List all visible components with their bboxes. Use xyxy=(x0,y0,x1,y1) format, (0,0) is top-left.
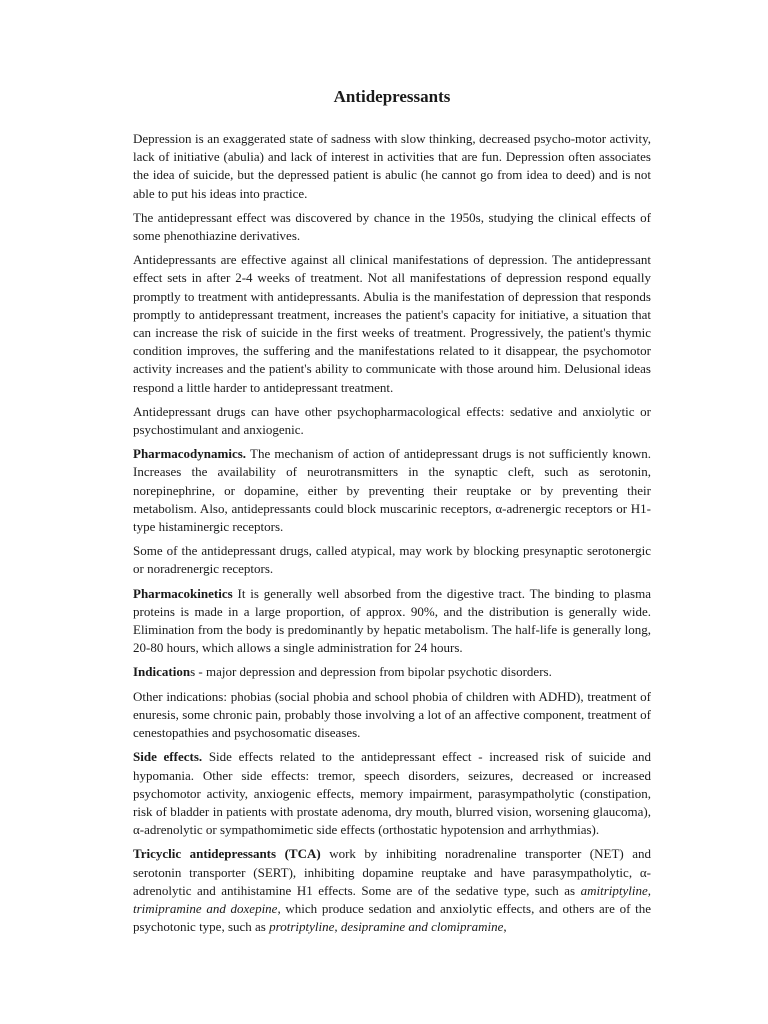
paragraph-text: work by inhibiting noradrenaline transporter (NET) and serotonin transporter (SERT), inhibiting dopamine reuptake and have parasympatholytic, α-adrenolytic and antihistamine H1 effects. Some are of the sedative type, such as xyxy=(133,846,651,898)
paragraph-lead: Side effects. xyxy=(133,749,203,765)
paragraph-indications xyxy=(133,663,651,681)
paragraph-text: The mechanism of action of antidepressant drugs is not sufficiently known. Increases the availability of neurotransmitters in the synaptic cleft, such as serotonin, norepinephrine, or dopamine, either by preventing their reuptake or by preventing their metabolism. Also, antidepressants could block muscarinic receptors, α-adrenergic receptors or H1-type histaminergic receptors. xyxy=(133,446,651,535)
paragraph-pharmacodynamics xyxy=(133,445,651,536)
paragraph-other-indications xyxy=(133,688,651,743)
paragraph-lead: Pharmacokinetics xyxy=(133,585,233,601)
paragraph-text: Antidepressants are effective against all clinical manifestations of depression. The antidepressant effect sets in after 2-4 weeks of treatment. Not all manifestations of depression respond equally promptly to treatment with antidepressants. Abulia is the manifestation of depression that responds promptly to antidepressant treatment, increases the patient's capacity for initiative, a situation that can increase the risk of suicide in the first weeks of treatment. Progressively, the patient's thymic condition improves, the suffering and the manifestations related to it disappear, the psychomotor activity increases and the patient's ability to communicate with those around him. Delusional ideas respond a little harder to antidepressant treatment. xyxy=(133,252,651,395)
paragraph-lead: Indication xyxy=(133,664,191,680)
paragraph-text: s - major depression and depression from bipolar psychotic disorders. xyxy=(190,664,552,680)
paragraph-effectiveness xyxy=(133,251,651,397)
paragraph-text: , xyxy=(503,919,507,935)
paragraph-italic: protriptyline, desipramine and clomipramine xyxy=(269,919,504,935)
paragraph-side-effects xyxy=(133,748,651,839)
paragraph-other-effects xyxy=(133,403,651,439)
paragraph-text: Depression is an exaggerated state of sadness with slow thinking, decreased psycho-motor activity, lack of initiative (abulia) and lack of interest in activities that are fun. Depression often associates the idea of suicide, but the depressed patient is abulic (he cannot go from idea to deed) and is not able to put his ideas into practice. xyxy=(133,131,651,201)
paragraph-pharmacokinetics xyxy=(133,585,651,658)
paragraph-atypical xyxy=(133,542,651,578)
paragraph-text: Other indications: phobias (social phobia and school phobia of children with ADHD), treatment of enuresis, some chronic pain, probably those involving a lot of an affective component, treatment of cenestopathies and psychosomatic diseases. xyxy=(133,688,651,741)
paragraph-lead: Pharmacodynamics. xyxy=(133,446,247,462)
paragraph-text: It is generally well absorbed from the digestive tract. The binding to plasma proteins is made in a large proportion, of approx. 90%, and the distribution is generally wide. Elimination from the body is predominantly by hepatic metabolism. The half-life is generally long, 20-80 hours, which allows a single administration for 24 hours. xyxy=(133,585,651,656)
paragraph-text: The antidepressant effect was discovered by chance in the 1950s, studying the clinical effects of some phenothiazine derivatives. xyxy=(133,209,651,244)
paragraph-tca xyxy=(133,845,651,936)
paragraph-text: , which produce sedation and anxiolytic effects, and others are of the psychotonic type, such as xyxy=(133,900,651,935)
document-title: Antidepressants xyxy=(333,87,451,106)
paragraph-text: Side effects related to the antidepressant effect - increased risk of suicide and hypomania. Other side effects: tremor, speech disorders, seizures, decreased or increased psychomotor activity, anxiogenic effects, memory impairment, parasympatholytic (constipation, risk of bladder in patients with prostate adenoma, dry mouth, blurred vision, worsening glaucoma), α-adrenolytic or sympathomimetic side effects (orthostatic hypotension and arrhythmias). xyxy=(133,749,651,838)
paragraph-italic: amitriptyline, trimipramine and doxepine xyxy=(133,882,651,916)
paragraph-text: Some of the antidepressant drugs, called atypical, may work by blocking presynaptic serotonergic or noradrenergic receptors. xyxy=(133,543,651,577)
paragraph-lead: Tricyclic antidepressants (TCA) xyxy=(133,846,321,862)
paragraph-text: Antidepressant drugs can have other psychopharmacological effects: sedative and anxiolytic or psychostimulant and anxiogenic. xyxy=(133,403,651,438)
paragraph-depression xyxy=(133,130,651,203)
paragraph-discovery xyxy=(133,209,651,245)
